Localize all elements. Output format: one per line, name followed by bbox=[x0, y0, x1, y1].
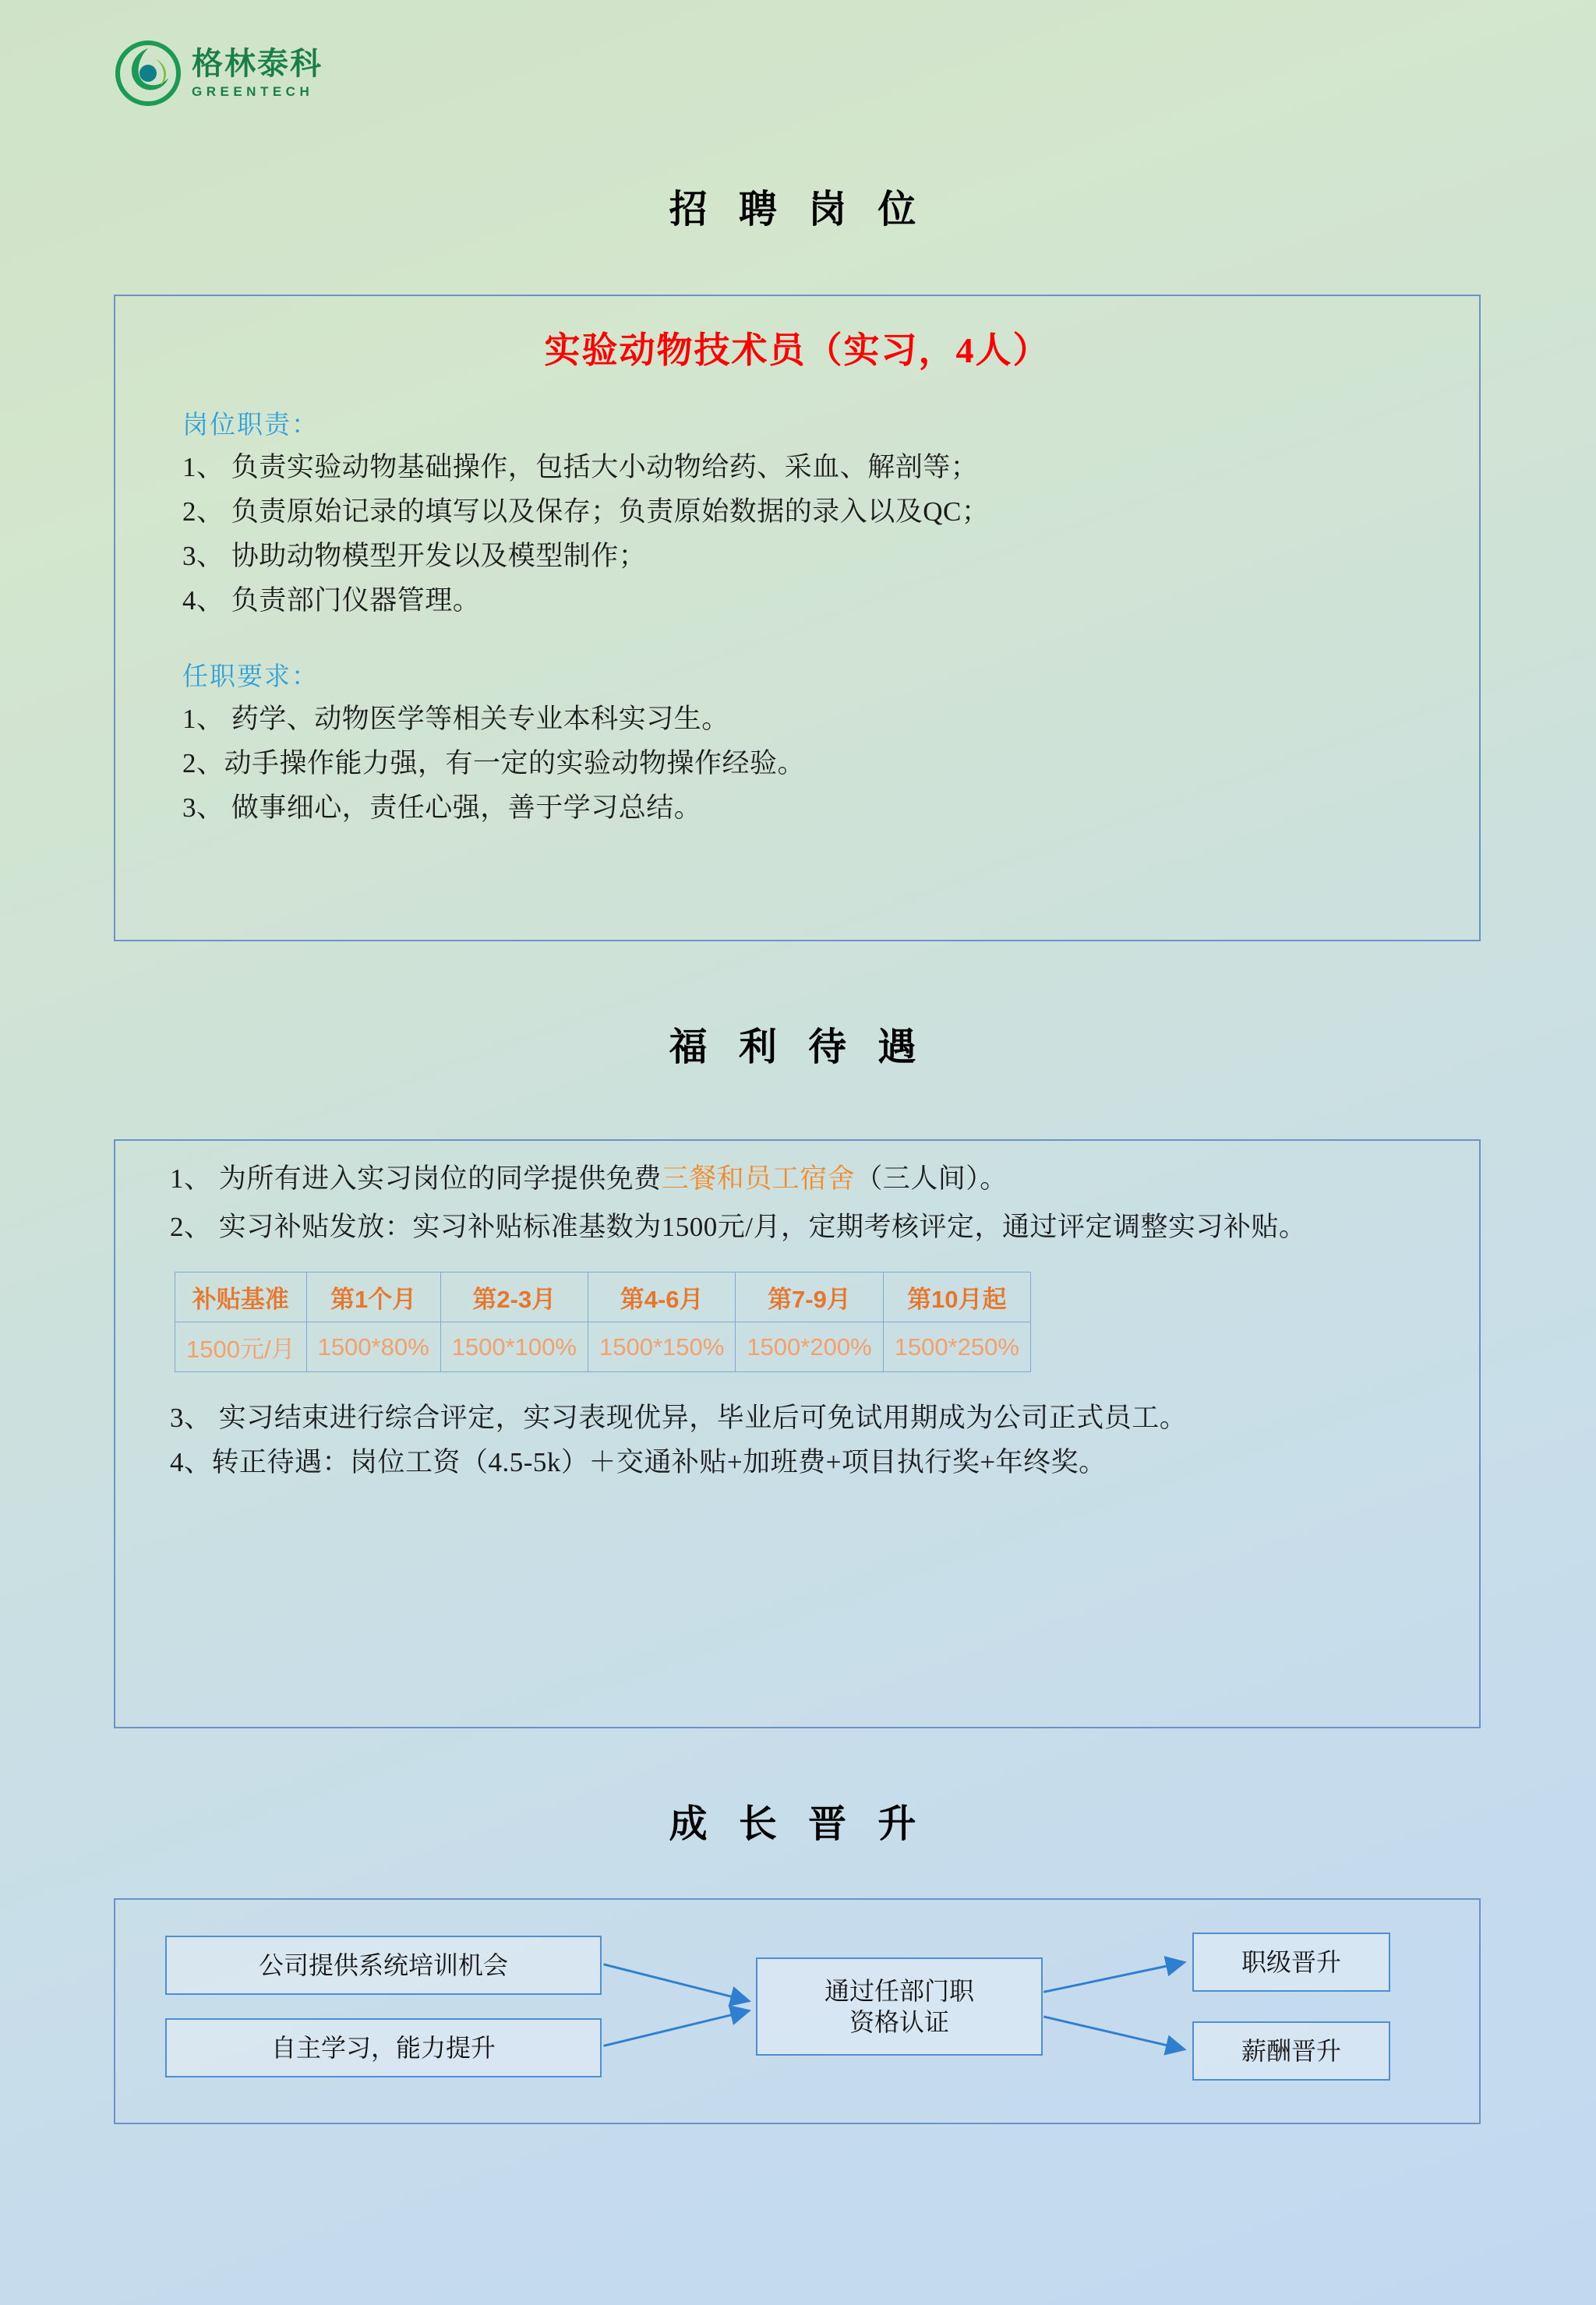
section-title-growth: 成 长 晋 升 bbox=[669, 1802, 927, 1845]
requirement-item: 3、 做事细心，责任心强，善于学习总结。 bbox=[182, 792, 702, 823]
logo-text-en: GREENTECH bbox=[192, 84, 314, 99]
growth-box-certification bbox=[756, 1957, 1043, 2056]
benefits-panel bbox=[114, 1139, 1481, 1728]
requirement-item: 1、 药学、动物医学等相关专业本科实习生。 bbox=[182, 704, 729, 734]
table-header-cell: 第7-9月 bbox=[736, 1273, 883, 1322]
table-header-cell: 第10月起 bbox=[883, 1273, 1030, 1322]
growth-box-training: 公司提供系统培训机会 bbox=[165, 1936, 602, 1995]
table-header-cell: 第4-6月 bbox=[588, 1273, 735, 1322]
benefit-item-3: 3、 实习结束进行综合评定，实习表现优异，毕业后可免试用期成为公司正式员工。 bbox=[170, 1403, 1188, 1434]
benefit-item-2: 2、 实习补贴发放：实习补贴标准基数为1500元/月，定期考核评定，通过评定调整实习补贴。 bbox=[170, 1212, 1307, 1243]
requirements-label: 任职要求： bbox=[182, 663, 319, 691]
duties-label: 岗位职责： bbox=[182, 411, 319, 439]
benefit-1-prefix: 1、 为所有进入实习岗位的同学提供免费 bbox=[170, 1163, 662, 1194]
table-cell: 1500*150% bbox=[588, 1322, 735, 1372]
job-panel bbox=[114, 295, 1481, 941]
table-row-header bbox=[175, 1273, 1031, 1322]
growth-box-salary-promotion: 薪酬晋升 bbox=[1192, 2021, 1390, 2081]
growth-panel bbox=[114, 1898, 1481, 2124]
company-logo bbox=[115, 41, 323, 106]
growth-box-self-study: 自主学习，能力提升 bbox=[165, 2018, 602, 2077]
table-cell: 1500元/月 bbox=[175, 1322, 307, 1372]
logo-text-cn: 格林泰科 bbox=[192, 47, 323, 81]
green-swirl-icon bbox=[115, 41, 181, 106]
job-title: 实验动物技术员（实习，4人） bbox=[544, 330, 1050, 370]
duty-item: 4、 负责部门仪器管理。 bbox=[182, 585, 481, 616]
benefit-1-highlight: 三餐和员工宿舍 bbox=[661, 1163, 856, 1194]
duty-item: 2、 负责原始记录的填写以及保存；负责原始数据的录入以及QC； bbox=[182, 496, 990, 527]
table-cell: 1500*100% bbox=[440, 1322, 588, 1372]
table-cell: 1500*200% bbox=[736, 1322, 883, 1372]
growth-box-rank-promotion: 职级晋升 bbox=[1192, 1933, 1390, 1992]
table-cell: 1500*80% bbox=[306, 1322, 440, 1372]
table-header-cell: 补贴基准 bbox=[175, 1273, 307, 1322]
benefit-1-suffix: （三人间）。 bbox=[855, 1163, 1008, 1194]
table-header-cell: 第1个月 bbox=[306, 1273, 440, 1322]
duty-item: 3、 协助动物模型开发以及模型制作； bbox=[182, 541, 647, 571]
certification-line-1: 通过任部门职 bbox=[824, 1977, 974, 2005]
benefit-item-1 bbox=[136, 1161, 1451, 1197]
section-title-benefits: 福 利 待 遇 bbox=[669, 1025, 927, 1068]
duty-item: 1、 负责实验动物基础操作，包括大小动物给药、采血、解剖等； bbox=[182, 452, 979, 482]
section-title-recruitment: 招 聘 岗 位 bbox=[669, 188, 927, 231]
benefit-item-4: 4、转正待遇：岗位工资（4.5-5k）＋交通补贴+加班费+项目执行奖+年终奖。 bbox=[170, 1446, 1107, 1477]
subsidy-table bbox=[175, 1272, 1031, 1372]
table-row bbox=[175, 1322, 1031, 1372]
requirement-item: 2、动手操作能力强，有一定的实验动物操作经验。 bbox=[182, 748, 806, 778]
table-header-cell: 第2-3月 bbox=[440, 1273, 588, 1322]
certification-line-2: 资格认证 bbox=[849, 2008, 949, 2036]
table-cell: 1500*250% bbox=[883, 1322, 1030, 1372]
